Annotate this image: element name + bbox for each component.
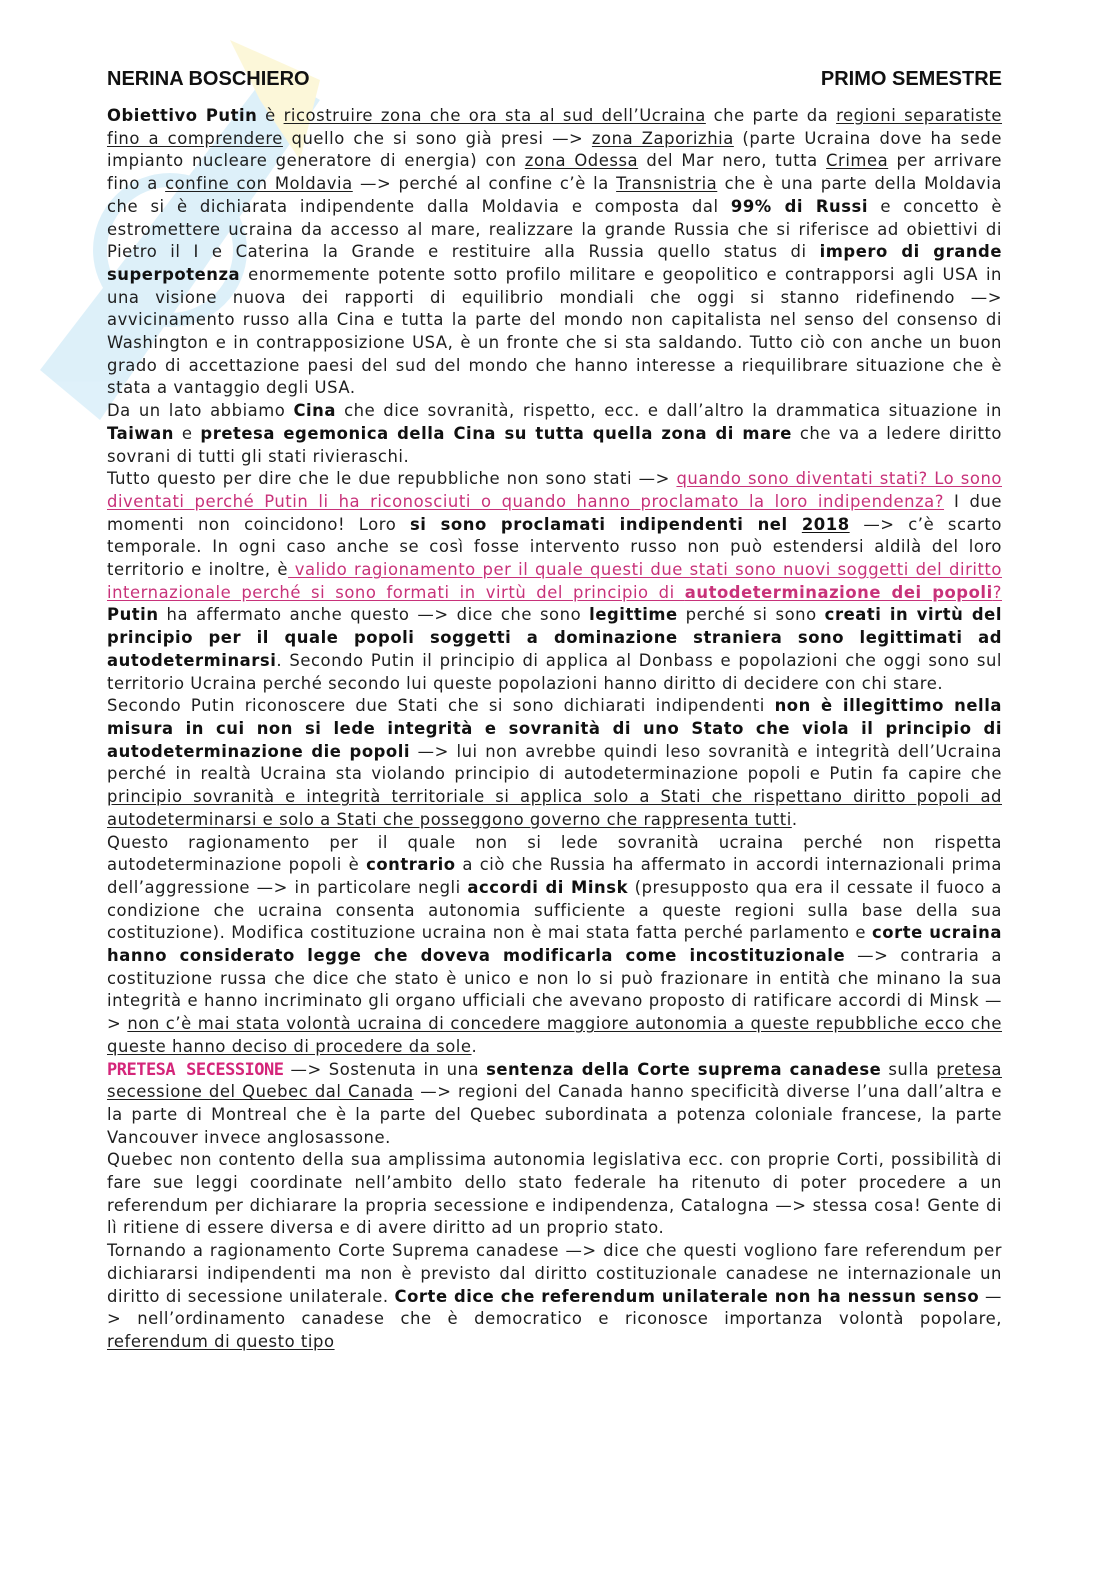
underlined-text: pretesa secessione del Quebec dal Canada (107, 1059, 1002, 1102)
text-run: ha affermato anche questo —> dice che sono (158, 605, 590, 625)
highlighted-question: valido ragionamento per il quale questi due stati sono nuovi soggetti del diritto internazionale perché si sono formati in virtù del principio di (107, 560, 1002, 602)
text-run: I due momenti non coincidono! Loro (107, 491, 1002, 534)
page-header (107, 68, 1002, 91)
bold-text: 99% di Russi (730, 196, 869, 216)
text-run: e (173, 423, 201, 443)
text-run: Tutto questo per dire che le due repubbliche non sono stati —> (107, 469, 677, 489)
text-run: —> Sostenuta in una (283, 1059, 487, 1079)
text-run: Questo ragionamento per il quale non si lede sovranità ucraina perché non rispetta autodeterminazione popoli è (107, 832, 1002, 875)
text-run: del Mar nero, tutta (638, 151, 827, 171)
bold-text: pretesa egemonica della Cina su tutta quella zona di mare (200, 423, 792, 443)
bold-text: corte ucraina hanno considerato legge che doveva modificarla come incostituzionale (107, 923, 1002, 966)
paragraph (107, 1149, 1002, 1240)
underlined-text: confine con Moldavia (165, 174, 353, 194)
paragraph (107, 400, 1002, 468)
highlighted-bold-text: autodeterminazione dei popoli (684, 582, 993, 602)
underlined-text: Transnistria (616, 174, 718, 194)
bold-text: Putin (107, 605, 159, 625)
text-run: . Secondo Putin il principio di applica al Donbass e popolazioni che oggi sono sul territorio Ucraina perché secondo lui queste popolazioni hanno diritto di decidere con chi stare. (107, 650, 1002, 693)
author-name: NERINA BOSCHIERO (107, 68, 310, 90)
underlined-text: non c’è mai stata volontà ucraina di concedere maggiore autonomia a queste repubbliche ecco che queste hanno deciso di procedere da sole (107, 1014, 1003, 1056)
text-run: è (257, 106, 284, 125)
text-run: che dice sovranità, rispetto, ecc. e dall’altro la drammatica situazione in (336, 401, 1002, 421)
document-body (107, 105, 1002, 1354)
text-run: che parte da (705, 106, 837, 125)
bold-text: sentenza della Corte suprema canadese (486, 1059, 882, 1079)
text-run: —> nell’ordinamento canadese che è democratico e riconosce importanza volontà popolare, (107, 1286, 1002, 1329)
text-run: sulla (881, 1059, 937, 1079)
bold-text: Cina (293, 401, 337, 421)
text-run: per arrivare fino a (107, 151, 1002, 194)
text-run: . (471, 1036, 478, 1056)
paragraph (107, 468, 1002, 695)
text-run: Quebec non contento della sua amplissima autonomia legislativa ecc. con proprie Corti, possibilità di fare sue leggi coordinate nell’ambito dello stato federale ha ritenuto di poter procedere a un referendum per dichiarare la propria secessione e indipendenza, Catalogna —> stessa cosa! Gente di lì ritiene di essere diversa e di avere diritto ad un proprio stato. (107, 1150, 1002, 1238)
text-run: —> regioni del Canada hanno specificità diverse l’una dall’altra e la parte di Montreal che è la parte del Quebec subordinata a potenza coloniale francese, la parte Vancouver invece anglosassone. (107, 1082, 1002, 1147)
bold-text: non è illegittimo nella misura in cui non si lede integrità e sovranità di uno Stato che viola il principio di autodeterminazione die popoli (107, 696, 1002, 761)
highlighted-question: ? (992, 582, 1002, 602)
underlined-text: zona Odessa (524, 151, 639, 171)
text-run: Tornando a ragionamento Corte Suprema canadese —> dice che questi vogliono fare referendum per dichiararsi indipendenti ma non è previsto dal diritto costituzionale canadese ne internazionale un diritto di secessione unilaterale. (107, 1241, 1002, 1306)
bold-text: Corte dice che referendum unilaterale non ha nessun senso (394, 1286, 980, 1306)
text-run: perché si sono (677, 605, 825, 625)
bold-text: impero di grande superpotenza (107, 242, 1002, 284)
section-title: PRETESA SECESSIONE (107, 1059, 284, 1080)
bold-text: contrario (366, 855, 456, 875)
bold-text: accordi di Minsk (467, 877, 629, 897)
text-run: —> c’è scarto temporale. In ogni caso anche se così fosse intervento russo non può estendersi aldilà del loro territorio e inoltre, è (107, 514, 1002, 580)
text-run: quello che si sono già presi —> (282, 128, 592, 148)
bold-underlined-text: 2018 (801, 514, 850, 534)
text-run: a ciò che Russia ha affermato in accordi internazionali prima dell’aggressione —> in particolare negli (107, 855, 1002, 897)
bold-text: Taiwan (107, 423, 174, 443)
text-run: enormemente potente sotto profilo militare e geopolitico e contrapporsi agli USA in una visione nuova dei rapporti di equilibrio mondiali che oggi si stanno ridefinendo —> avvicinamento russo alla Cina e tutta la parte del mondo non capitalista nel senso del consenso di Washington e in contrapposizione USA, è un fronte che si sta saldando. Tutto ciò con anche un buon grado di accettazione paesi del sud del mondo che hanno interesse a riequilibrare situazione che è stata a vantaggio degli USA. (107, 264, 1002, 398)
bold-text: legittime (589, 605, 678, 625)
highlighted-question: quando sono diventati stati? Lo sono diventati perché Putin li ha riconosciuti o quando hanno proclamato la loro indipendenza? (107, 469, 1002, 511)
underlined-text: zona Zaporizhia (591, 128, 734, 148)
underlined-text: referendum di questo tipo (107, 1331, 335, 1351)
text-run: . (791, 809, 798, 829)
text-run: che è una parte della Moldavia che si è dichiarata indipendente dalla Moldavia e composta dal (107, 174, 1002, 216)
paragraph (107, 832, 1002, 1059)
bold-text: Obiettivo Putin (107, 106, 258, 125)
text-run: —> perché al confine c’è la (352, 174, 617, 194)
text-run: (presupposto qua era il cessate il fuoco a condizione che ucraina consenta autonomia sufficiente a queste regioni sulla base della sua costituzione). Modifica costituzione ucraina non è mai stata fatta perché parlamento e (107, 877, 1002, 943)
text-run: —> contraria a costituzione russa che dice che stato è unico e non lo si può frazionare in entità che minano la sua integrità e hanno incriminato gli organo ufficiali che avevano proposto di ratificare accordi di Minsk —> (107, 946, 1002, 1034)
text-run: che va a ledere diritto sovrani di tutti gli stati rivieraschi. (107, 423, 1002, 466)
paragraph (107, 1059, 1002, 1150)
bold-text: creati in virtù del principio per il quale popoli soggetti a dominazione straniera sono legittimati ad autodeterminarsi (107, 605, 1002, 670)
underlined-text: ricostruire zona che ora sta al sud dell’Ucraina (283, 106, 706, 125)
paragraph (107, 695, 1002, 831)
text-run: e concetto è estromettere ucraina da accesso al mare, realizzare la grande Russia che si riferisce ad obiettivi di Pietro il I e Caterina la Grande e restituire alla Russia quello status di (107, 196, 1003, 262)
text-run: —> lui non avrebbe quindi leso sovranità e integrità dell’Ucraina perché in realtà Ucraina sta violando principio di autodeterminazione popoli e Putin fa capire che (107, 741, 1002, 784)
paragraph (107, 1240, 1002, 1354)
bold-text: si sono proclamati indipendenti nel (409, 514, 802, 534)
text-run: (parte Ucraina dove ha sede impianto nucleare generatore di energia) con (107, 128, 1002, 171)
text-run: Secondo Putin riconoscere due Stati che si sono dichiarati indipendenti (107, 696, 775, 716)
text-run: Da un lato abbiamo (107, 401, 294, 421)
underlined-text: regioni separatiste fino a comprendere (107, 106, 1003, 148)
underlined-text: Crimea (826, 151, 889, 171)
paragraph (107, 105, 1002, 400)
semester-label: PRIMO SEMESTRE (820, 68, 1002, 90)
underlined-text: principio sovranità e integrità territoriale si applica solo a Stati che rispettano diritto popoli ad autodeterminarsi e solo a Stati che posseggono governo che rappresenta tutti (107, 787, 1002, 829)
